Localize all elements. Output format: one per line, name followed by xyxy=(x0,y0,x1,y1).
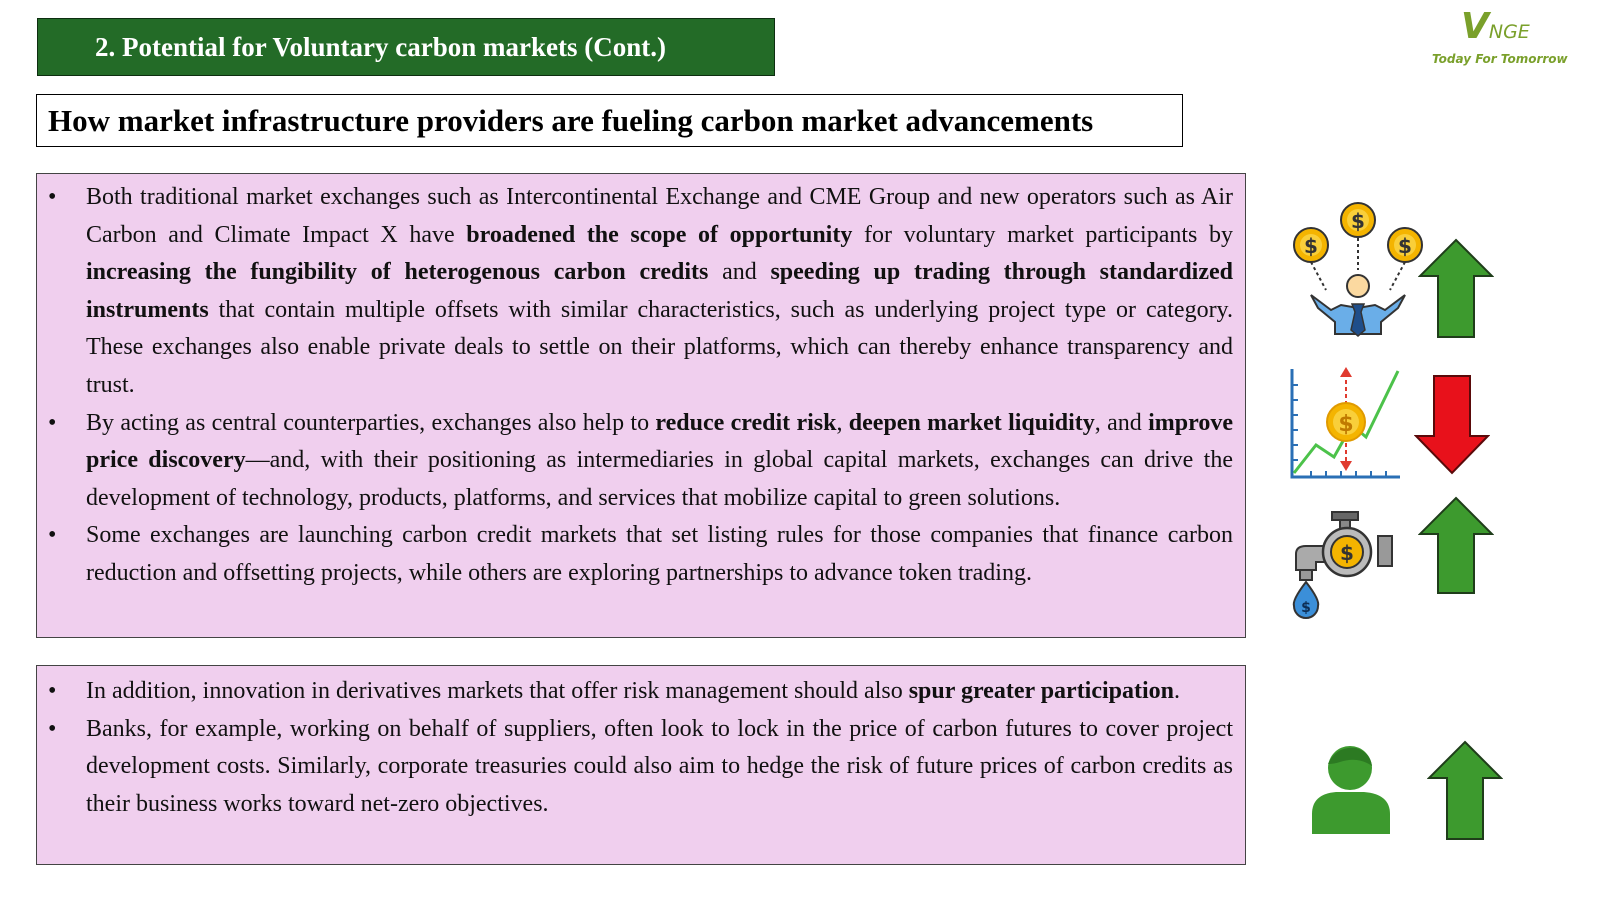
body-text: for voluntary market participants by xyxy=(852,221,1233,248)
bullet-item xyxy=(37,673,1233,711)
body-text: By acting as central counterparties, exchanges also help to xyxy=(86,409,656,436)
emphasis-text: increasing the fungibility of heterogenous carbon credits xyxy=(86,259,709,286)
bullet-item xyxy=(37,405,1233,518)
body-text: Banks, for example, working on behalf of suppliers, often look to lock in the price of carbon futures to cover project development costs. Similarly, corporate treasuries could also aim to hedge the risk of future prices of carbon credits as their business works toward net-zero objectives. xyxy=(86,715,1233,817)
dollar-sign: $ xyxy=(1338,412,1354,437)
bullet-text xyxy=(86,522,1233,586)
bullet-text xyxy=(86,678,1180,704)
dollar-sign: $ xyxy=(1304,234,1318,258)
body-text: , xyxy=(836,409,849,436)
emphasis-text: spur greater participation xyxy=(908,678,1175,704)
logo-mark: VNGE xyxy=(1461,6,1530,47)
emphasis-text: broadened the scope of opportunity xyxy=(466,221,853,248)
trend-up-arrow-icon xyxy=(1418,238,1494,340)
body-text: In addition, innovation in derivatives markets that offer risk management should also xyxy=(86,678,909,704)
bullet-marker: • xyxy=(48,715,57,742)
dollar-sign: $ xyxy=(1340,541,1354,565)
money-faucet-icon xyxy=(1286,510,1398,620)
body-text: , and xyxy=(1094,409,1149,436)
bullet-marker: • xyxy=(48,522,57,549)
section-title: 2. Potential for Voluntary carbon markets (Cont.) xyxy=(37,18,775,76)
businessman-coins-icon xyxy=(1286,200,1426,340)
emphasis-text: improve price discovery xyxy=(86,409,1233,474)
body-text: Some exchanges are launching carbon credit markets that set listing rules for those companies that finance carbon reduction and offsetting projects, while others are exploring partnerships to advance token trading. xyxy=(86,522,1233,586)
body-text: —and, with their positioning as intermediaries in global capital markets, exchanges can drive the development of technology, products, platforms, and services that mobilize capital to green solutions. xyxy=(86,447,1233,511)
bullet-marker: • xyxy=(48,678,57,704)
dollar-sign: $ xyxy=(1351,209,1365,233)
body-text: . xyxy=(1174,678,1181,704)
derivatives-text-box xyxy=(36,665,1246,865)
bullet-item xyxy=(37,179,1233,405)
dollar-sign: $ xyxy=(1398,234,1412,258)
bullet-marker: • xyxy=(48,184,57,210)
body-text: that contain multiple offsets with similar characteristics, such as underlying project type or category. These exchanges also enable private deals to settle on their platforms, which can thereby enhance transparency and trust. xyxy=(86,296,1233,398)
body-text: Both traditional market exchanges such as Intercontinental Exchange and CME Group and new operators such as Air Carbon and Climate Impact X have xyxy=(86,184,1233,248)
trend-up-arrow-icon xyxy=(1427,740,1503,842)
emphasis-text: deepen market liquidity xyxy=(848,409,1095,436)
bullet-item xyxy=(37,711,1233,824)
trend-down-arrow-icon xyxy=(1414,374,1490,476)
bullet-text xyxy=(86,716,1233,817)
trend-up-arrow-icon xyxy=(1418,496,1494,596)
headline: How market infrastructure providers are fueling carbon market advancements xyxy=(36,94,1183,147)
bullet-text xyxy=(86,184,1233,398)
bullet-item xyxy=(37,517,1233,592)
bullet-marker: • xyxy=(48,409,57,436)
emphasis-text: speeding up trading through standardized instruments xyxy=(86,259,1234,323)
body-text: and xyxy=(708,259,771,286)
bullet-text xyxy=(86,410,1233,511)
emphasis-text: reduce credit risk xyxy=(655,409,837,436)
price-chart-icon xyxy=(1286,365,1406,483)
logo xyxy=(1425,6,1595,72)
infrastructure-text-box xyxy=(36,173,1246,638)
participant-icon xyxy=(1310,744,1392,836)
dollar-sign: $ xyxy=(1301,600,1311,616)
logo-tagline: Today For Tomorrow xyxy=(1432,52,1568,66)
